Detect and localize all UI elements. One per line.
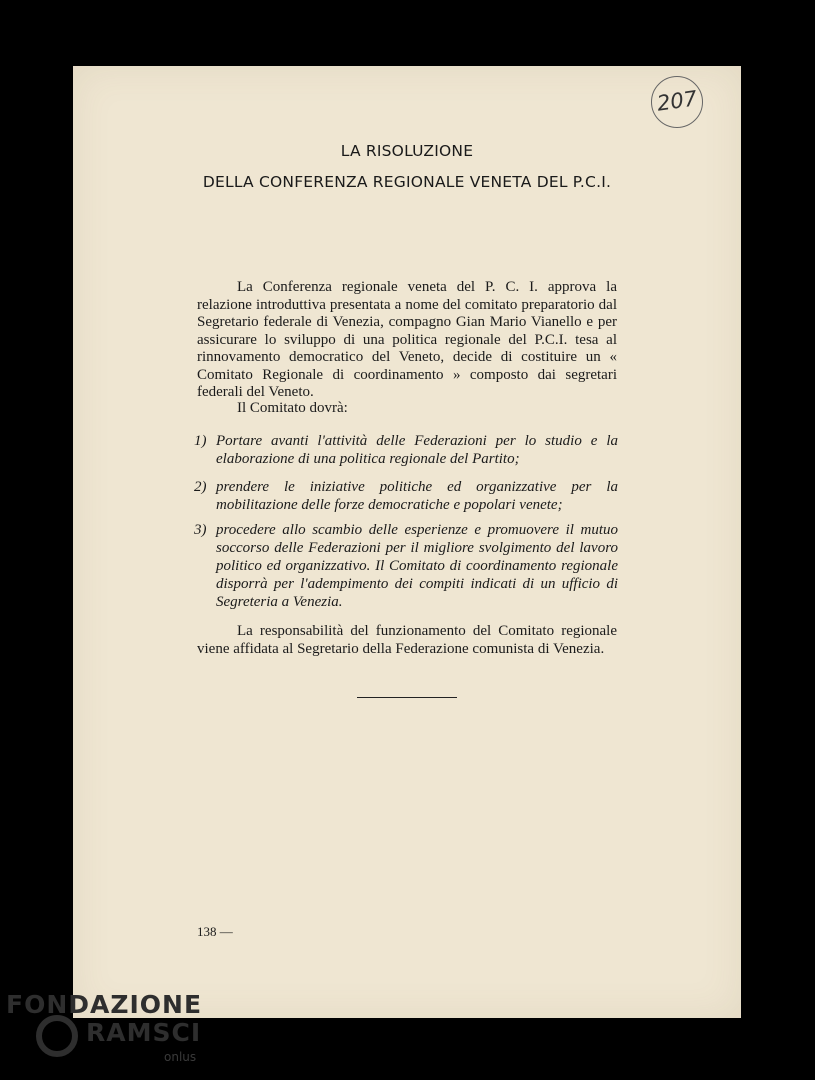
list-item-text: prendere le iniziative politiche ed organizzative per la mobilitazione delle forze democratiche e popolari venete; xyxy=(216,479,618,513)
page-number: 138 — xyxy=(197,924,233,939)
logo-line-1: FONDAZIONE xyxy=(6,990,203,1019)
archive-stamp xyxy=(651,76,703,128)
list-item xyxy=(194,432,618,468)
list-item xyxy=(194,478,618,514)
paragraph-committee: Il Comitato dovrà: xyxy=(237,400,348,416)
list-item-number: 1) xyxy=(194,433,207,449)
list-item xyxy=(194,521,618,611)
list-item-number: 3) xyxy=(194,522,207,538)
stamp-number: 207 xyxy=(655,86,699,116)
list-item-text: procedere allo scambio delle esperienze e promuovere il mutuo soccorso delle Federazioni per il migliore svolgimento del lavoro politico ed organizzativo. Il Comitato di coordinamento regionale disporrà per l'adempimento dei compiti indicati di un ufficio di Segreteria a Venezia. xyxy=(216,522,618,610)
paragraph-intro: La Conferenza regionale veneta del P. C. I. approva la relazione introduttiva presentata a nome del comitato preparatorio dal Segretario federale di Venezia, compagno Gian Mario Vianello e per assicurare lo sviluppo di una politica regionale del P.C.I. tesa al rinnovamento democratico del Veneto, decide di costituire un « Comitato Regionale di coordinamento » composto dai segretari federali del Veneto. xyxy=(197,279,617,400)
title-line-2: DELLA CONFERENZA REGIONALE VENETA DEL P.C.I. xyxy=(202,173,612,191)
logo-line-2: RAMSCI xyxy=(86,1018,202,1047)
title-line-1: LA RISOLUZIONE xyxy=(340,142,474,160)
list-item-text: Portare avanti l'attività delle Federazioni per lo studio e la elaborazione di una politica regionale del Partito; xyxy=(216,433,618,467)
list-item-number: 2) xyxy=(194,479,207,495)
paragraph-responsibility: La responsabilità del funzionamento del Comitato regionale viene affidata al Segretario della Federazione comunista di Venezia. xyxy=(197,623,617,657)
logo-g-mark-icon xyxy=(36,1015,78,1057)
closing-rule xyxy=(357,697,457,698)
document-page xyxy=(73,66,741,1018)
logo-subtitle: onlus xyxy=(164,1050,197,1064)
